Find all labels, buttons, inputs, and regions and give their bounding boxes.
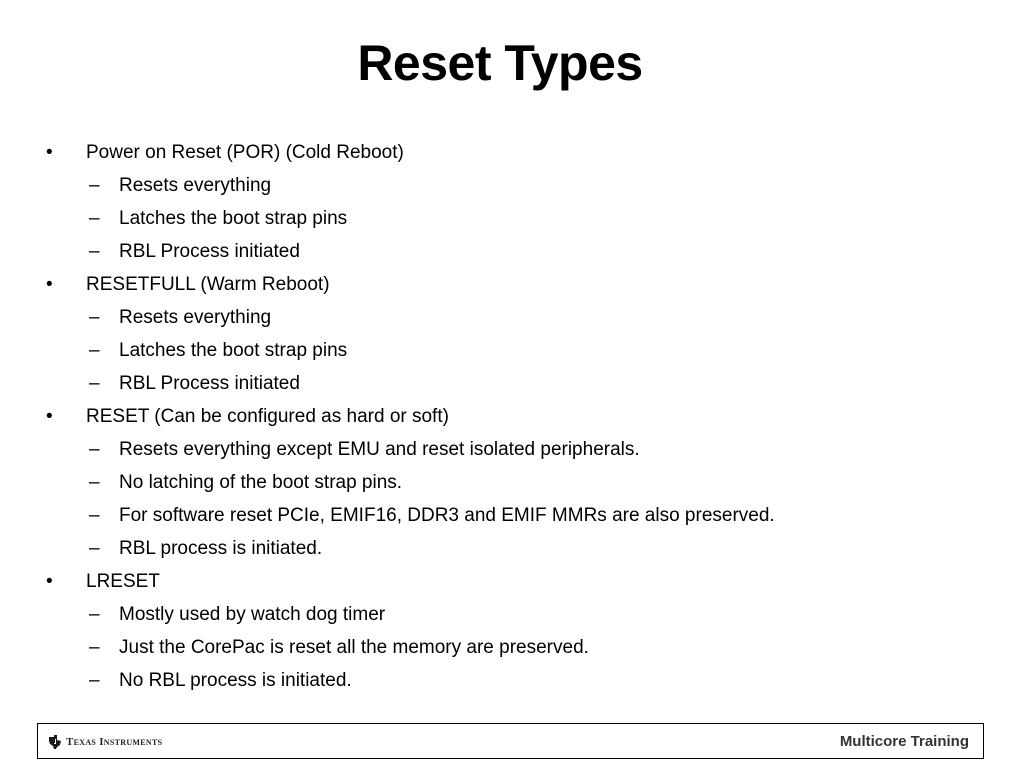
footer-bar	[37, 723, 984, 759]
sub-bullet-item	[0, 499, 1000, 532]
bullet-list	[0, 136, 1000, 697]
sub-bullet-item	[0, 598, 1000, 631]
sub-bullet-item	[0, 367, 1000, 400]
sub-bullet-item	[0, 301, 1000, 334]
bullet-text: LRESET	[86, 571, 160, 592]
dash-marker: –	[89, 208, 100, 229]
footer-title: Multicore Training	[839, 733, 969, 750]
dash-marker: –	[89, 340, 100, 361]
bullet-text: Power on Reset (POR) (Cold Reboot)	[86, 142, 404, 163]
dash-marker: –	[89, 670, 100, 691]
dash-marker: –	[89, 175, 100, 196]
sub-bullet-text: Latches the boot strap pins	[119, 340, 348, 361]
sub-bullet-text: No latching of the boot strap pins.	[119, 472, 403, 493]
sub-bullet-text: For software reset PCIe, EMIF16, DDR3 and EMIF MMRs are also preserved.	[119, 505, 775, 526]
sub-bullet-item	[0, 532, 1000, 565]
ti-logo-text: Texas Instruments	[66, 736, 163, 748]
dash-marker: –	[89, 241, 100, 262]
sub-bullet-item	[0, 334, 1000, 367]
bullet-item	[0, 565, 1000, 598]
sub-bullet-text: RBL Process initiated	[119, 373, 300, 394]
dash-marker: –	[89, 373, 100, 394]
dash-marker: –	[89, 604, 100, 625]
bullet-text: RESETFULL (Warm Reboot)	[86, 274, 330, 295]
bullet-item	[0, 400, 1000, 433]
ti-logo	[48, 733, 162, 751]
bullet-text: RESET (Can be configured as hard or soft)	[86, 406, 449, 427]
sub-bullet-text: RBL Process initiated	[119, 241, 300, 262]
sub-bullet-text: Resets everything except EMU and reset isolated peripherals.	[119, 439, 640, 460]
bullet-marker: •	[46, 406, 53, 427]
sub-bullet-text: RBL process is initiated.	[119, 538, 323, 559]
sub-bullet-text: Resets everything	[119, 175, 272, 196]
dash-marker: –	[89, 439, 100, 460]
slide-title: Reset Types	[357, 35, 643, 91]
dash-marker: –	[89, 505, 100, 526]
dash-marker: –	[89, 472, 100, 493]
sub-bullet-text: Latches the boot strap pins	[119, 208, 348, 229]
bullet-marker: •	[46, 142, 53, 163]
dash-marker: –	[89, 538, 100, 559]
sub-bullet-text: Mostly used by watch dog timer	[119, 604, 386, 625]
bullet-item	[0, 136, 1000, 169]
dash-marker: –	[89, 307, 100, 328]
sub-bullet-text: No RBL process is initiated.	[119, 670, 352, 691]
sub-bullet-item	[0, 664, 1000, 697]
dash-marker: –	[89, 637, 100, 658]
bullet-marker: •	[46, 571, 53, 592]
sub-bullet-item	[0, 433, 1000, 466]
sub-bullet-text: Just the CorePac is reset all the memory are preserved.	[119, 637, 589, 658]
sub-bullet-text: Resets everything	[119, 307, 272, 328]
bullet-item	[0, 268, 1000, 301]
sub-bullet-item	[0, 202, 1000, 235]
bullet-marker: •	[46, 274, 53, 295]
sub-bullet-item	[0, 466, 1000, 499]
sub-bullet-item	[0, 631, 1000, 664]
texas-state-icon	[48, 734, 62, 750]
sub-bullet-item	[0, 169, 1000, 202]
sub-bullet-item	[0, 235, 1000, 268]
